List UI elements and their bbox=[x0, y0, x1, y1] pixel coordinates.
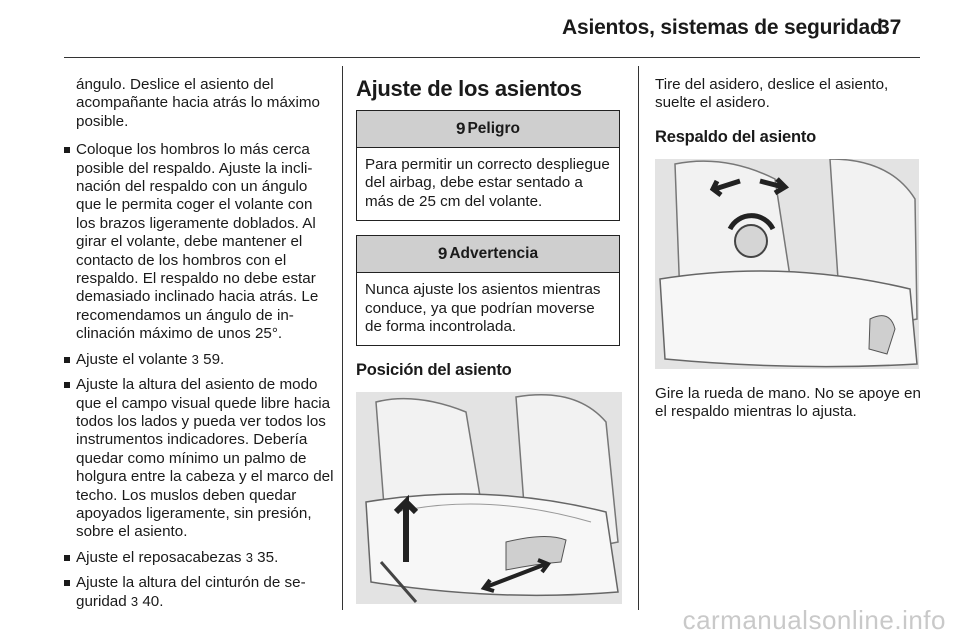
seat-backrest-handwheel-illustration bbox=[655, 159, 919, 369]
page-ref-arrow-icon: 3 bbox=[191, 351, 199, 367]
subsection-title: Posición del asiento bbox=[356, 361, 512, 380]
page-number: 37 bbox=[878, 16, 902, 39]
bullet-text: Ajuste la altura del asiento de modo que el campo visual quede libre hacia todos los lados y pueda ver todos los instrumentos indicadores. Debería quedar como mínimo un palmo de holgura entre la cabeza y el marco del techo. Los muslos deben quedar apoyados ligeramente, sin presión, sobre el asiento. bbox=[76, 376, 334, 541]
warning-box-title: Advertencia bbox=[449, 245, 539, 263]
page-ref-arrow-icon: 3 bbox=[130, 593, 139, 609]
column-2 bbox=[356, 76, 624, 604]
bullet-text: Ajuste la altura del cinturón de seguridad bbox=[76, 574, 306, 610]
bullet-item bbox=[64, 549, 334, 567]
section-title: Ajuste de los asientos bbox=[356, 76, 582, 101]
caption-text: Gire la rueda de mano. No se apoye en el respaldo mientras lo ajusta. bbox=[655, 384, 921, 421]
page-ref-arrow-icon: 3 bbox=[245, 549, 253, 565]
header-rule bbox=[64, 57, 920, 58]
intro-text: Tire del asidero, deslice el asiento, suelte el asidero. bbox=[655, 76, 889, 112]
continuation-text: ángulo. Deslice el asiento del acompañante hacia atrás lo máximo posible. bbox=[76, 76, 320, 130]
running-header-title: Asientos, sistemas de seguridad bbox=[562, 16, 883, 39]
page-ref-link[interactable]: 40. bbox=[142, 592, 164, 610]
warning-triangle-icon: 9 bbox=[437, 244, 448, 264]
bullet-item bbox=[64, 376, 334, 542]
column-divider bbox=[638, 66, 639, 610]
warning-box bbox=[356, 235, 620, 346]
subsection-title: Respaldo del asiento bbox=[655, 127, 817, 146]
danger-box bbox=[356, 110, 620, 221]
bullet-item bbox=[64, 351, 334, 369]
bullet-item bbox=[64, 574, 334, 611]
column-3 bbox=[655, 76, 927, 430]
seat-position-lever-illustration bbox=[356, 392, 622, 604]
danger-box-text: Para permitir un correcto despliegue del airbag, debe estar sentado a más de 25 cm del volante. bbox=[365, 156, 610, 210]
bullet-item bbox=[64, 141, 334, 343]
bullet-text: Coloque los hombros lo más cerca posible del respaldo. Ajuste la inclinación del respaldo con un ángulo que le permita coger el volante con los brazos ligeramente doblados. Al girar el volante, debe mantener el contacto de los hombros con el respaldo. El respaldo no debe estar demasiado inclinado hacia atrás. Le recomendamos un ángulo de inclinación máximo de unos 25°. bbox=[76, 141, 319, 343]
warning-box-header bbox=[357, 236, 619, 273]
bullet-text: Ajuste el reposacabezas bbox=[76, 548, 246, 566]
danger-box-title: Peligro bbox=[467, 119, 520, 137]
column-divider bbox=[342, 66, 343, 610]
column-1 bbox=[64, 76, 334, 618]
bullet-text: Ajuste el volante bbox=[76, 350, 192, 368]
warning-box-text: Nunca ajuste los asientos mientras conduce, ya que podrían moverse de forma incontrolada. bbox=[365, 281, 601, 336]
warning-triangle-icon: 9 bbox=[455, 118, 466, 138]
page-ref-link[interactable]: 35. bbox=[257, 548, 279, 566]
watermark: carmanualsonline.info bbox=[682, 605, 946, 635]
danger-box-header bbox=[357, 111, 619, 148]
page-ref-link[interactable]: 59. bbox=[203, 350, 225, 368]
